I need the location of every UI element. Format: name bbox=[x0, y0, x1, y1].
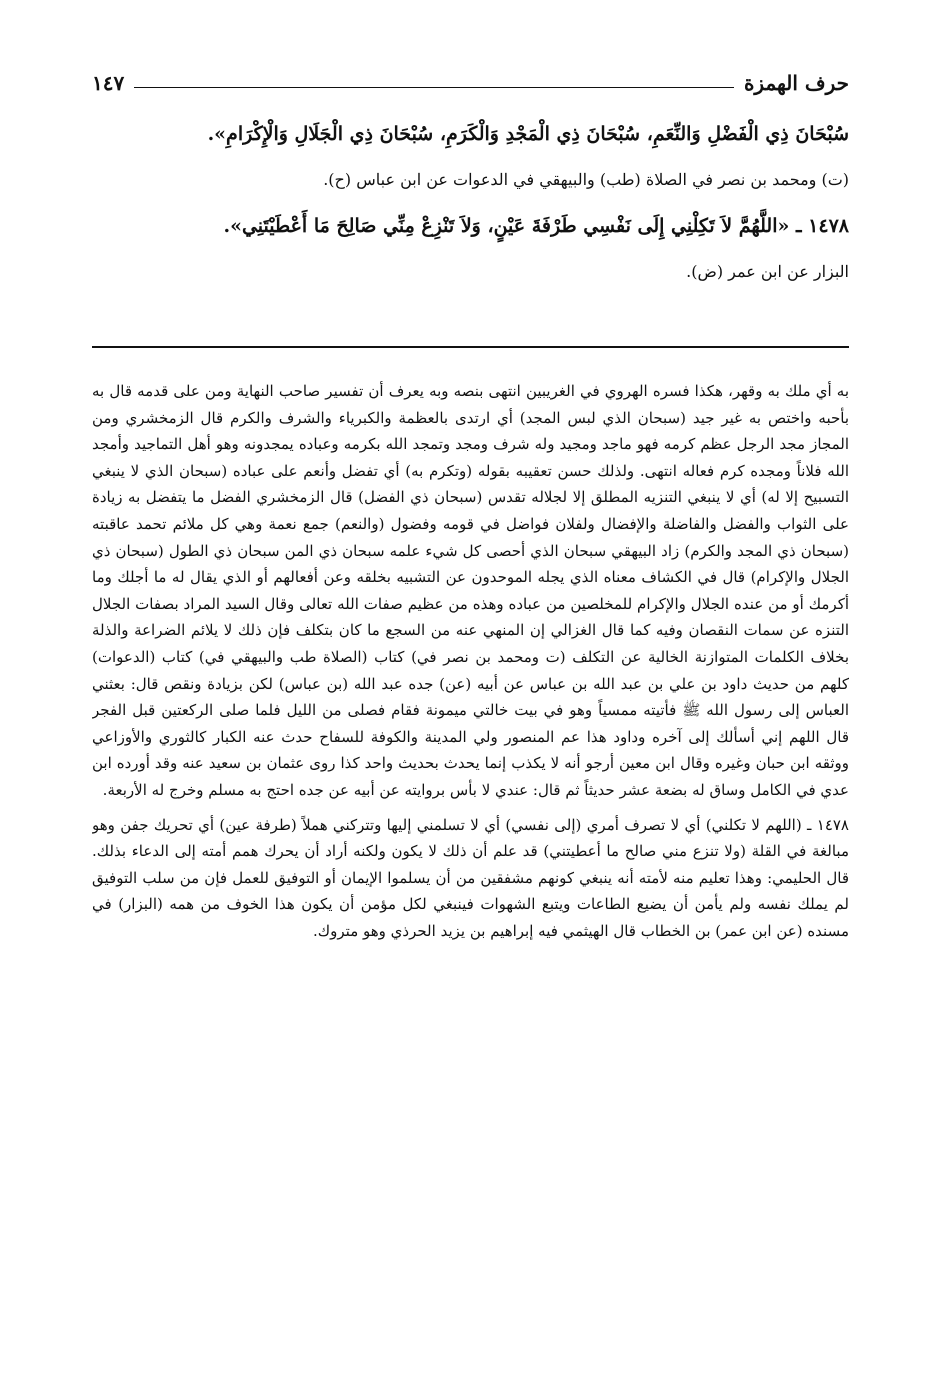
running-header bbox=[92, 66, 849, 100]
commentary-paragraph: ١٤٧٨ ـ (اللهم لا تكلني) أي لا تصرف أمري (إلى نفسي) أي لا تسلمني إليها وتتركني هملاً (طرفة عين) أي تحريك جفن وهو مبالغة في القلة (ولا تنزع مني صالح ما أعطيتني) قد علم أن ذلك لا يكون ولكنه أراد أن يحرك همم أمته إلى الدعاء بذلك. قال الحليمي: وهذا تعليم منه لأمته أنه ينبغي كونهم مشفقين من أن يسلموا الإيمان أو التوفيق للعمل فإن من سلب التوفيق لم يملك نفسه ولم يأمن أن يضيع الطاعات ويتبع الشهوات فينبغي لكل مؤمن أن يكون هذا الخوف من همه (البزار) في مسنده (عن ابن عمر) بن الخطاب قال الهيثمي فيه إبراهيم بن يزيد الحرذي وهو متروك. bbox=[92, 815, 849, 940]
chapter-title: حرف الهمزة bbox=[743, 71, 849, 95]
hadith-source-2: البزار عن ابن عمر (ض). bbox=[686, 262, 849, 281]
section-divider bbox=[92, 346, 849, 348]
hadith-source-1: (ت) ومحمد بن نصر في الصلاة (طب) والبيهقي في الدعوات عن ابن عباس (ح). bbox=[323, 170, 849, 189]
commentary-section bbox=[92, 378, 849, 1318]
commentary-paragraph: به أي ملك به وقهر، هكذا فسره الهروي في الغريبين انتهى بنصه وبه يعرف أن تفسير صاحب النهاية ومن على قدمه قال به بأحبه واختص به غير جيد (سبحان الذي لبس المجد) أي ارتدى بالعظمة والكبرياء والشرف والكرم قال الزمخشري ومن المجاز مجد الرجل عظم كرمه فهو ماجد ومجيد وله شرف ومجد وتمجد الله بكرمه وعباده يمجدونه وهو أهل التماجيد وأمجد الله فلاناً ومجده كرم فعاله انتهى. ولذلك حسن تعقيبه بقوله (وتكرم به) أي تفضل وأنعم على عباده (سبحان الذي لا ينبغي التسبيح إلا له) أي لا ينبغي التنزيه المطلق إلا لجلاله تقدس (سبحان ذي الفضل) قال الزمخشري الفضل ما يتفضل به زيادة على الثواب والفضل والفاضلة والإفضال ولفلان فواضل في قومه وفضول (والنعم) جمع نعمة وهي كل ملائم تحمد عاقبته (سبحان ذي المجد والكرم) زاد البيهقي سبحان الذي أحصى كل شيء علمه سبحان ذي المن سبحان ذي الطول (سبحان ذي الجلال والإكرام) قال في الكشاف معناه الذي يجله الموحدون عن التشبيه بخلقه وعن أفعالهم أو الذي يقال له ما أجلك وما أكرمك أو من عنده الجلال والإكرام للمخلصين من عباده وهذه من عظيم صفات الله تعالى وقال السيد المراد بصفات الجلال التنزه عن سمات النقصان وفيه كما قال الغزالي إن المنهي عنه من السجع ما كان بتكلف فإن ذلك لا يلائم الضراعة والذلة بخلاف الكلمات المتوازنة الخالية عن التكلف (ت ومحمد بن نصر في) كتاب (الصلاة طب والبيهقي في) كتاب (الدعوات) كلهم من حديث داود بن علي بن عبد الله بن عباس عن أبيه (عن) جده عبد الله (بن عباس) لكن بزيادة ونقص قال: بعثني العباس إلى رسول الله ﷺ فأتيته ممسياً وهو في بيت خالتي ميمونة فقام فصلى من الليل فلما صلى الركعتين قبل الفجر قال اللهم إني أسألك إلى آخره وداود هذا عم المنصور ولي المدينة والكوفة للسفاح حدث عنه الكبار كالثوري والأوزاعي ووثقه ابن حبان وغيره وقال ابن معين أرجو أنه لا يكذب إنما يحدث بحديث واحد كذا روى عثمان بن سعيد عنه وقد أورده ابن عدي في الكامل وساق له بضعة عشر حديثاً ثم قال: عندي لا بأس بروايته عن أبيه عن جده احتج به مسلم وخرج له الأربعة. bbox=[92, 382, 849, 799]
hadith-text-end: سُبْحَانَ ذِي الْفَضْلِ وَالنِّعَمِ، سُبْحَانَ ذِي الْمَجْدِ وَالْكَرَمِ، سُبْحَانَ ذِي الْجَلَالِ وَالْإِكْرَامِ». bbox=[207, 123, 849, 145]
hadith-1478: ١٤٧٨ ـ «اللَّهُمَّ لاَ تَكِلْنِي إِلَى نَفْسِي طَرْفَةَ عَيْنٍ، وَلاَ تَنْزِعْ مِنِّي صَالِحَ مَا أَعْطَيْتَنِي». bbox=[223, 215, 849, 237]
header-rule bbox=[134, 87, 734, 88]
page-number: ١٤٧ bbox=[92, 71, 125, 95]
main-text bbox=[92, 115, 849, 299]
